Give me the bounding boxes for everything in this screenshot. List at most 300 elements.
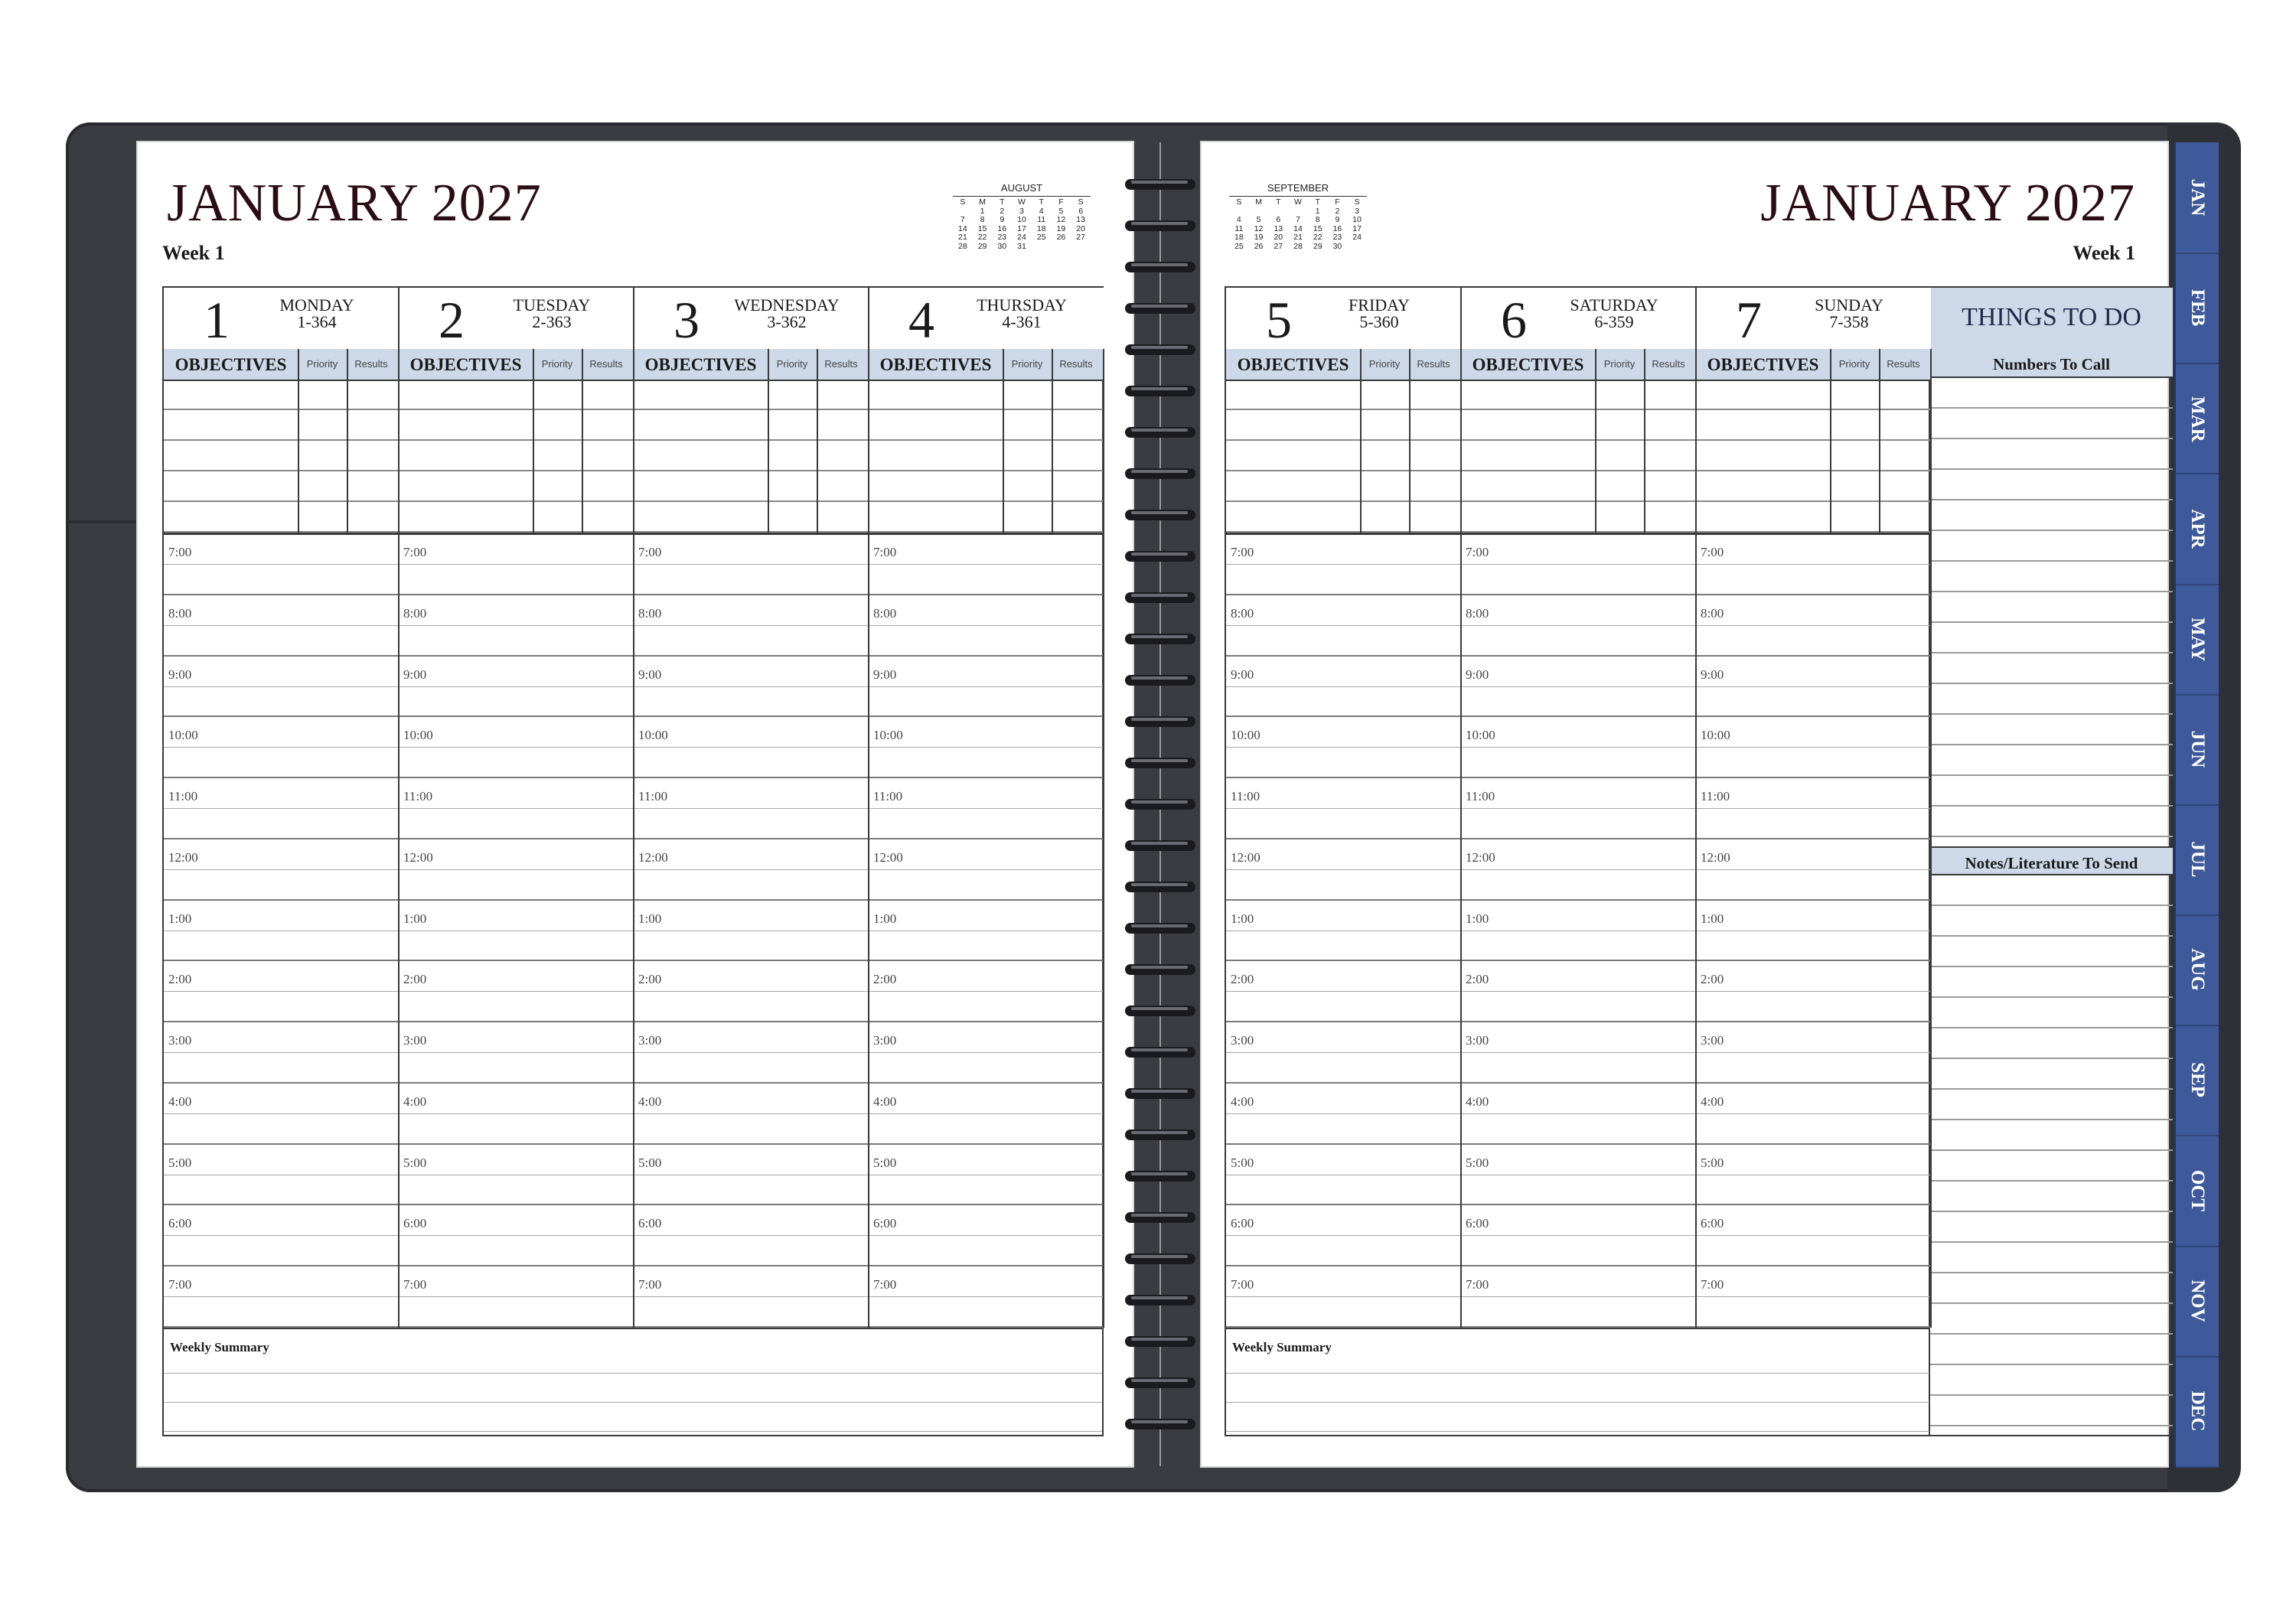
numbers-to-call-lines[interactable] [1930,378,2173,846]
weekly-summary[interactable] [1226,1328,1929,1438]
hour-label: 11:00 [403,789,433,804]
binding-ring [1125,211,1195,239]
hour-slot[interactable] [164,657,399,718]
hour-slot[interactable] [634,717,869,778]
mini-calendar-day: 6 [1276,215,1281,224]
hourly-schedule [634,534,869,1328]
ring-highlight [1131,883,1188,886]
month-tab-feb[interactable] [2176,253,2219,364]
month-tabs [2174,142,2219,1466]
mini-calendar-grid [1229,196,1367,251]
ring-highlight [1131,553,1188,556]
ring-highlight [1131,759,1188,762]
hour-label: 5:00 [873,1155,897,1170]
objectives-lines[interactable] [634,380,869,535]
week-label: Week 1 [2073,242,2135,264]
month-tab-may[interactable] [2176,584,2219,696]
mini-calendar-day: 17 [1017,223,1026,233]
hour-slot[interactable] [1226,1022,1461,1084]
hour-label: 9:00 [168,667,192,682]
hour-slot[interactable] [1226,595,1461,657]
hour-slot[interactable] [1696,1205,1931,1266]
hour-slot[interactable] [399,961,634,1022]
results-divider [1644,349,1645,534]
mini-calendar-day: 24 [1017,233,1026,242]
mini-calendar-day: 22 [1313,233,1322,242]
hour-slot[interactable] [1461,657,1696,718]
hour-slot[interactable] [399,1022,634,1084]
mini-calendar-day: 7 [960,215,965,224]
hour-slot[interactable] [164,1145,399,1206]
results-label: Results [1887,358,1920,370]
hour-slot[interactable] [164,1205,399,1266]
week-grid-left [162,286,1104,1436]
numbers-to-call-header [1930,349,2173,378]
day-number: 7 [1736,291,1762,349]
binding-ring [1125,253,1195,280]
results-divider [817,349,818,534]
hour-label: 4:00 [1701,1094,1724,1109]
hour-slot[interactable] [1696,1266,1931,1328]
mini-calendar-weekday: S [1354,197,1360,207]
ring-highlight [1131,470,1188,473]
month-tab-aug[interactable] [2176,914,2219,1026]
month-tab-label: SEP [2187,1062,2208,1098]
hour-slot[interactable] [869,657,1104,718]
mini-calendar-day: 29 [1313,241,1322,251]
mini-calendar-day: 10 [1017,215,1026,224]
hour-slot[interactable] [634,901,869,962]
results-divider [582,349,583,534]
hour-slot[interactable] [1461,901,1696,962]
things-to-do-header [1930,288,2173,350]
hour-label: 9:00 [1231,667,1254,682]
month-tab-dec[interactable] [2176,1356,2219,1468]
hour-slot[interactable] [399,1266,634,1328]
month-tab-jan[interactable] [2176,142,2219,254]
day-header [164,288,399,350]
mini-calendar-weekday: M [979,197,986,207]
ring-highlight [1131,966,1188,969]
priority-label: Priority [1368,358,1401,370]
hour-slot[interactable] [164,778,399,839]
ring-highlight [1131,800,1188,804]
hour-label: 12:00 [638,849,668,865]
objectives-label: OBJECTIVES [879,355,992,374]
mini-calendar-title: SEPTEMBER [1267,182,1329,194]
objectives-label: OBJECTIVES [1707,355,1819,374]
hour-label: 3:00 [1466,1033,1489,1048]
month-tab-label: NOV [2187,1279,2208,1322]
hour-label: 12:00 [1466,849,1495,865]
hour-label: 2:00 [168,972,192,987]
hour-slot[interactable] [1461,778,1696,839]
objectives-header [1696,349,1931,381]
column-divider [868,288,869,1328]
hour-slot[interactable] [869,901,1104,962]
results-label: Results [354,358,388,370]
priority-label: Priority [306,358,338,370]
month-tab-label: JAN [2187,178,2208,217]
ring-highlight [1131,1338,1188,1341]
month-tab-label: OCT [2187,1169,2208,1211]
ring-highlight [1131,924,1188,927]
hour-label: 3:00 [638,1033,662,1048]
hour-slot[interactable] [634,778,869,839]
notes-to-send-lines[interactable] [1930,875,2173,1436]
mini-calendar-day [1052,243,1071,252]
day-of-year-count: 5-360 [1359,312,1399,331]
hour-slot[interactable] [1226,534,1461,595]
hour-slot[interactable] [1226,839,1461,901]
mini-calendar-day: 21 [1293,233,1303,242]
hour-slot[interactable] [634,1205,869,1266]
hour-slot[interactable] [1226,901,1461,962]
hour-label: 6:00 [168,1216,192,1231]
ring-highlight [1131,1090,1188,1093]
hour-slot[interactable] [869,717,1104,778]
hour-label: 6:00 [873,1216,897,1231]
hour-slot[interactable] [399,1205,634,1266]
hour-slot[interactable] [164,717,399,778]
hour-slot[interactable] [1696,901,1931,962]
hour-slot[interactable] [164,534,399,595]
binding-ring [1125,583,1195,611]
binding-ring [1125,1162,1195,1189]
hour-label: 5:00 [1466,1155,1489,1170]
hour-label: 7:00 [873,1277,897,1292]
things-to-do-title: THINGS TO DO [1962,303,2141,331]
mini-calendar-day: 16 [997,223,1007,233]
hour-slot[interactable] [1461,534,1696,595]
hour-slot[interactable] [1461,1145,1696,1206]
hour-slot[interactable] [869,961,1104,1022]
hour-slot[interactable] [1226,1205,1461,1266]
hour-label: 8:00 [1701,605,1724,621]
hour-slot[interactable] [634,961,869,1022]
hour-slot[interactable] [1696,1145,1931,1206]
hour-slot[interactable] [1461,595,1696,657]
hour-slot[interactable] [634,1084,869,1145]
hour-label: 2:00 [873,972,897,987]
mini-calendar-day: 22 [977,233,987,242]
month-tab-oct[interactable] [2176,1136,2219,1247]
priority-label: Priority [1603,358,1636,370]
objectives-label: OBJECTIVES [644,355,757,374]
hour-slot[interactable] [869,1266,1104,1328]
hour-slot[interactable] [399,1084,634,1145]
results-label: Results [1417,358,1450,370]
day-column-monday [164,288,399,1435]
hour-slot[interactable] [1696,1084,1931,1145]
hour-label: 3:00 [403,1033,427,1048]
mini-calendar-day: 7 [1296,215,1300,224]
month-tab-label: DEC [2187,1390,2208,1432]
objectives-header [634,349,869,381]
day-name: FRIDAY [1349,295,1410,315]
binding-ring [1125,666,1195,693]
hour-slot[interactable] [399,778,634,839]
binding-ring [1125,748,1195,776]
mini-calendar-day: 19 [1056,223,1066,233]
hour-slot[interactable] [164,1084,399,1145]
mini-calendar-day: 20 [1076,223,1085,233]
binding-ring [1125,1327,1195,1354]
ring-highlight [1131,842,1188,845]
mini-calendar-day: 4 [1236,215,1241,224]
ring-highlight [1131,1214,1188,1217]
hour-slot[interactable] [164,1022,399,1084]
hour-slot[interactable] [634,657,869,718]
hour-label: 5:00 [638,1155,662,1170]
day-header [1696,288,1931,350]
hour-slot[interactable] [869,1022,1104,1084]
mini-calendar-day: 21 [958,233,967,242]
hour-label: 9:00 [1466,667,1489,682]
hour-label: 6:00 [638,1216,662,1231]
priority-divider [1830,349,1831,534]
hour-slot[interactable] [399,901,634,962]
priority-divider [1003,349,1004,534]
mini-calendar-day: 11 [1234,223,1244,233]
month-tab-label: MAR [2187,396,2208,443]
results-divider [1052,349,1053,534]
binding-ring [1125,1410,1195,1437]
hour-slot[interactable] [1226,1145,1461,1206]
hour-slot[interactable] [1226,657,1461,718]
hour-label: 7:00 [168,1277,192,1292]
day-name: THURSDAY [977,295,1067,315]
month-tab-label: APR [2187,508,2208,549]
hour-label: 7:00 [1466,1277,1489,1292]
weekly-summary-label: Weekly Summary [170,1340,274,1355]
mini-calendar-weekday: M [1255,197,1262,207]
hour-label: 10:00 [638,728,668,743]
mini-calendar-day [1347,243,1367,252]
hour-label: 1:00 [1231,911,1254,926]
hour-slot[interactable] [869,534,1104,595]
mini-calendar-weekday: T [1315,197,1320,207]
hour-slot[interactable] [869,1205,1104,1266]
hour-slot[interactable] [1226,1266,1461,1328]
hour-slot[interactable] [399,534,634,595]
hour-slot[interactable] [399,1145,634,1206]
ring-highlight [1131,346,1188,349]
hour-slot[interactable] [164,961,399,1022]
priority-divider [533,349,534,534]
hour-slot[interactable] [399,717,634,778]
hour-slot[interactable] [1461,839,1696,901]
hour-label: 8:00 [403,605,427,621]
mini-calendar-weekday: S [1236,197,1242,207]
hour-slot[interactable] [634,839,869,901]
month-tab-apr[interactable] [2176,474,2219,585]
hour-label: 12:00 [168,849,198,865]
hour-slot[interactable] [869,1084,1104,1145]
column-divider [1930,349,1932,1328]
month-tab-nov[interactable] [2176,1246,2219,1358]
hour-label: 1:00 [1466,911,1489,926]
hourly-schedule [1696,534,1931,1328]
hourly-schedule [1226,534,1461,1328]
hour-slot[interactable] [1226,778,1461,839]
hour-slot[interactable] [399,839,634,901]
hour-slot[interactable] [1696,717,1931,778]
month-tab-label: MAY [2187,617,2208,662]
binding-ring [1125,831,1195,859]
results-divider [347,349,348,534]
objectives-lines[interactable] [164,380,399,535]
hour-label: 8:00 [1466,605,1489,621]
priority-divider [298,349,299,534]
results-divider [1409,349,1411,534]
mini-calendar-day: 1 [1315,206,1320,216]
month-tab-jun[interactable] [2176,694,2219,806]
hour-slot[interactable] [1461,961,1696,1022]
binding-ring [1125,1079,1195,1107]
hour-label: 1:00 [638,911,662,926]
mini-calendar-august [953,182,1091,268]
hour-slot[interactable] [634,1022,869,1084]
hour-slot[interactable] [1696,595,1931,657]
hour-slot[interactable] [399,595,634,657]
binding-ring [1125,1244,1195,1272]
column-divider [1460,288,1462,1328]
hour-slot[interactable] [164,901,399,962]
mini-calendar-day: 28 [958,241,967,251]
hour-slot[interactable] [1226,1084,1461,1145]
mini-calendar-day: 23 [997,233,1007,242]
hour-slot[interactable] [634,534,869,595]
hour-label: 3:00 [873,1033,897,1048]
mini-calendar-weekday: F [1058,197,1064,207]
hour-label: 1:00 [873,911,897,926]
notes-to-send-header [1930,846,2173,875]
day-name: MONDAY [279,295,354,315]
mini-calendar-day: 29 [977,241,987,251]
month-tab-jul[interactable] [2176,804,2219,916]
hour-slot[interactable] [399,657,634,718]
hour-slot[interactable] [1461,1084,1696,1145]
hour-label: 4:00 [168,1094,192,1109]
weekly-summary[interactable] [164,1328,1102,1438]
hour-slot[interactable] [1696,657,1931,718]
mini-calendar-weekday: W [1018,197,1026,207]
hour-slot[interactable] [164,1266,399,1328]
hour-slot[interactable] [634,1145,869,1206]
notes-to-send-label: Notes/Literature To Send [1965,854,2138,872]
hour-label: 4:00 [873,1094,897,1109]
hour-label: 3:00 [168,1033,192,1048]
hour-slot[interactable] [1696,961,1931,1022]
objectives-lines[interactable] [1226,380,1461,535]
month-tab-label: FEB [2187,288,2208,327]
hour-slot[interactable] [1696,839,1931,901]
day-of-year-count: 4-361 [1002,312,1042,331]
objectives-lines[interactable] [869,380,1104,535]
ring-highlight [1131,1420,1188,1423]
hour-slot[interactable] [634,1266,869,1328]
day-header [869,288,1104,350]
hour-label: 12:00 [1231,849,1261,865]
day-name: TUESDAY [513,295,591,315]
objectives-lines[interactable] [399,380,634,535]
hourly-schedule [869,534,1104,1328]
hour-label: 1:00 [168,911,192,926]
hour-label: 7:00 [403,1277,427,1292]
results-label: Results [1059,358,1093,370]
ring-highlight [1131,718,1188,721]
binding-ring [1125,1286,1195,1313]
objectives-lines[interactable] [1696,380,1931,535]
hour-slot[interactable] [1696,1022,1931,1084]
hour-slot[interactable] [634,595,869,657]
hour-slot[interactable] [1696,778,1931,839]
binding-ring [1125,1368,1195,1396]
hour-label: 1:00 [1701,911,1724,926]
hour-slot[interactable] [1226,961,1461,1022]
objectives-lines[interactable] [1461,380,1696,535]
objectives-label: OBJECTIVES [1472,355,1584,374]
hour-label: 7:00 [873,545,897,559]
mini-calendar-day: 8 [1315,215,1320,224]
results-divider [1879,349,1880,534]
page-title: JANUARY 2027 [167,174,542,233]
mini-calendar-day: 24 [1352,233,1362,242]
mini-calendar-day: 17 [1352,223,1362,233]
day-column-thursday [869,288,1104,1435]
month-tab-mar[interactable] [2176,363,2219,474]
hour-slot[interactable] [1461,1266,1696,1328]
ring-highlight [1131,1255,1188,1258]
priority-label: Priority [1838,358,1870,370]
hour-slot[interactable] [1461,1205,1696,1266]
objectives-header [1461,349,1696,381]
binding-ring [1125,170,1195,197]
hour-slot[interactable] [1696,534,1931,595]
mini-calendar-weekday: T [1039,197,1044,207]
hour-label: 6:00 [1466,1216,1489,1231]
hour-label: 8:00 [1231,605,1254,621]
hour-slot[interactable] [869,1145,1104,1206]
hour-slot[interactable] [164,595,399,657]
hour-slot[interactable] [869,778,1104,839]
hour-slot[interactable] [164,839,399,901]
ring-highlight [1131,676,1188,680]
hour-label: 4:00 [403,1094,427,1109]
month-tab-sep[interactable] [2176,1025,2219,1136]
hour-label: 7:00 [403,545,427,559]
hour-label: 2:00 [1701,972,1724,987]
hour-slot[interactable] [869,839,1104,901]
hour-label: 11:00 [1466,789,1495,804]
hour-slot[interactable] [1461,1022,1696,1084]
day-number: 3 [673,291,700,349]
mini-calendar-weekday: F [1335,197,1340,207]
hour-slot[interactable] [869,595,1104,657]
hour-label: 7:00 [638,1277,662,1292]
mini-calendar-day: 27 [1274,241,1283,251]
mini-calendar-grid [953,196,1091,251]
binding-ring [1125,1038,1195,1065]
day-name: SATURDAY [1570,295,1658,315]
day-column-sunday [1696,288,1931,1435]
hour-slot[interactable] [1461,717,1696,778]
hour-slot[interactable] [1226,717,1461,778]
mini-calendar-day [1032,243,1052,252]
hour-label: 11:00 [638,789,668,804]
binding-ring [1125,376,1195,404]
